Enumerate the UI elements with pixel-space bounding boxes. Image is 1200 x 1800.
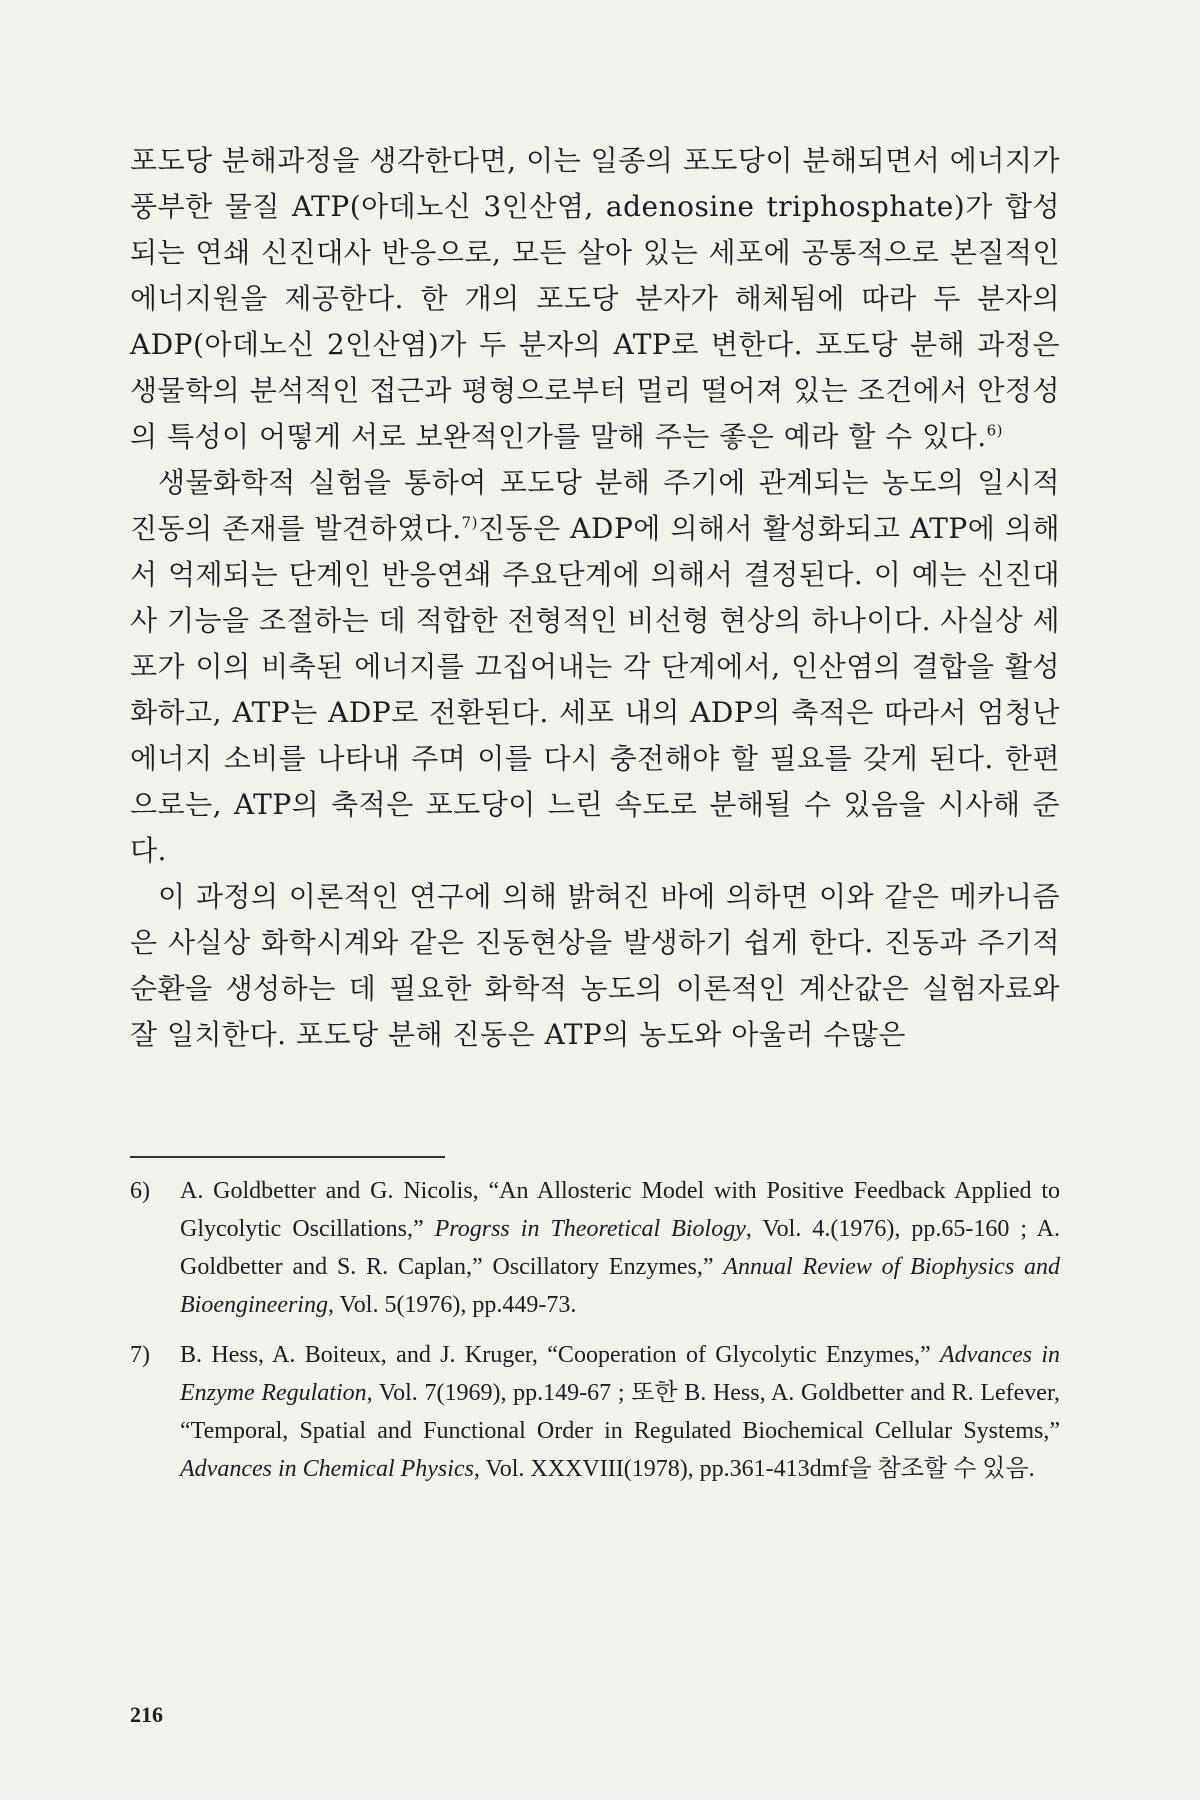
footnote-ref-7: 7): [461, 513, 479, 532]
paragraph-1: 포도당 분해과정을 생각한다면, 이는 일종의 포도당이 분해되면서 에너지가 풍부한 물질 ATP(아데노신 3인산염, adenosine triphosphate)가 합성되는 연쇄 신진대사 반응으로, 모든 살아 있는 세포에 공통적으로 본질적인 에너지원을 제공한다. 한 개의 포도당 분자가 해체됨에 따라 두 분자의 ADP(아데노신 2인산염)가 두 분자의 ATP로 변한다. 포도당 분해 과정은 생물학의 분석적인 접근과 평형으로부터 멀리 떨어져 있는 조건에서 안정성의 특성이 어떻게 서로 보완적인가를 말해 주는 좋은 예라 할 수 있다.$^{6)}$: [130, 144, 1060, 453]
page-number: 216: [130, 1702, 163, 1727]
footnote-number: 7): [130, 1342, 150, 1368]
footnote-7: 7) B. Hess, A. Boiteux, and J. Kruger, “Cooperation of Glycolytic Enzymes,” Advances in Enzyme Regulation, Vol. 7(1969), pp.149-67 ; 또한 B. Hess, A. Goldbetter and R. Lefever, “Temporal, Spatial and Functional Order in Regulated Biochemical Cellular Systems,” Advances in Chemical Physics, Vol. XXXVIII(1978), pp.361-413dmf을 참조할 수 있음.: [130, 1336, 1060, 1488]
footnote-ref-6: 6): [986, 421, 1004, 440]
publication-title: Advances in Enzyme Regulation: [180, 1342, 1060, 1406]
footnote-number: 6): [130, 1178, 150, 1204]
footnote-6: 6) A. Goldbetter and G. Nicolis, “An Allosteric Model with Positive Feedback Applied to Glycolytic Oscillations,” Progrss in Theoretical Biology, Vol. 4.(1976), pp.65-160 ; A. Goldbetter and S. R. Caplan,” Oscillatory Enzymes,” Annual Review of Biophysics and Bioengineering, Vol. 5(1976), pp.449-73.: [130, 1172, 1060, 1324]
footnotes: [130, 1172, 1060, 1500]
paragraph-3: 이 과정의 이론적인 연구에 의해 밝혀진 바에 의하면 이와 같은 메카니즘은 사실상 화학시계와 같은 진동현상을 발생하기 쉽게 한다. 진동과 주기적 순환을 생성하는 데 필요한 화학적 농도의 이론적인 계산값은 실험자료와 잘 일치한다. 포도당 분해 진동은 ATP의 농도와 아울러 수많은: [130, 880, 1060, 1051]
publication-title: Advances in Chemical Physics: [180, 1456, 474, 1482]
paragraph-2: 생물화학적 실험을 통하여 포도당 분해 주기에 관계되는 농도의 일시적 진동의 존재를 발견하였다.$^{7)}$진동은 ADP에 의해서 활성화되고 ATP에 의해서 억제되는 단계인 반응연쇄 주요단계에 의해서 결정된다. 이 예는 신진대사 기능을 조절하는 데 적합한 전형적인 비선형 현상의 하나이다. 사실상 세포가 이의 비축된 에너지를 끄집어내는 각 단계에서, 인산염의 결합을 활성화하고, ATP는 ADP로 전환된다. 세포 내의 ADP의 축적은 따라서 엄청난 에너지 소비를 나타내 주며 이를 다시 충전해야 할 필요를 갖게 된다. 한편으로는, ATP의 축적은 포도당이 느린 속도로 분해될 수 있음을 시사해 준다.: [130, 466, 1060, 867]
publication-title: Progrss in Theoretical Biology: [434, 1216, 746, 1242]
body-text: [130, 138, 1060, 1058]
footnote-divider: [130, 1156, 445, 1158]
publication-title: Annual Review of Biophysics and Bioengineering: [180, 1254, 1060, 1318]
